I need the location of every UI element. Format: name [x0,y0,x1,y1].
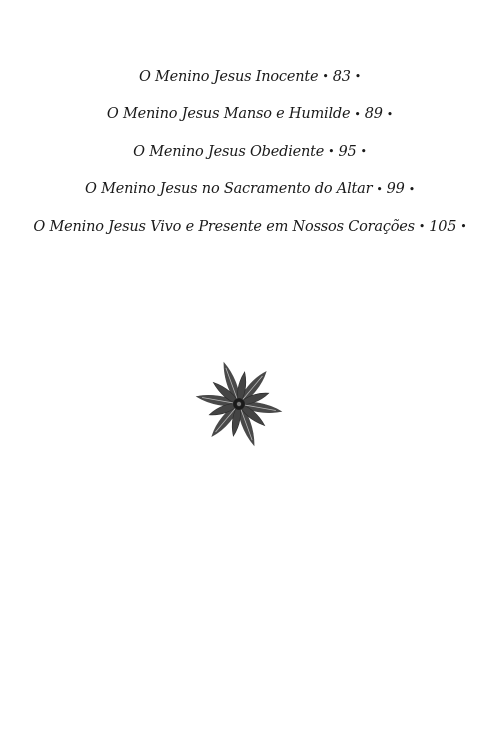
toc-page-number: 83 [332,68,351,85]
toc-separator: • [418,220,426,234]
toc-separator: • [376,182,383,196]
toc-page-number: 89 [364,106,383,123]
toc-separator: • [360,145,367,159]
toc-entry[interactable] [0,58,500,96]
table-of-contents [0,58,500,246]
toc-separator: • [408,182,415,196]
toc-separator: • [322,70,329,84]
toc-entry-title: O Menino Jesus Obediente [133,143,325,160]
leaf-cluster-icon [191,355,287,453]
toc-entry-title: O Menino Jesus no Sacramento do Altar [85,181,373,198]
toc-separator: • [386,107,394,121]
toc-separator: • [354,107,361,121]
toc-separator: • [354,70,362,84]
toc-entry[interactable] [0,133,500,171]
toc-page-number: 95 [338,143,357,160]
toc-entry-title: O Menino Jesus Manso e Humilde [106,106,351,123]
toc-separator: • [328,145,335,159]
toc-entry-title: O Menino Jesus Vivo e Presente em Nossos Corações [33,218,415,235]
toc-entry[interactable] [0,171,500,209]
toc-page-number: 99 [386,181,405,198]
toc-entry-title: O Menino Jesus Inocente [138,68,319,85]
toc-separator: • [460,220,467,234]
toc-entry[interactable] [0,96,500,134]
toc-entry[interactable] [0,208,500,246]
toc-page-number: 105 [429,218,457,235]
